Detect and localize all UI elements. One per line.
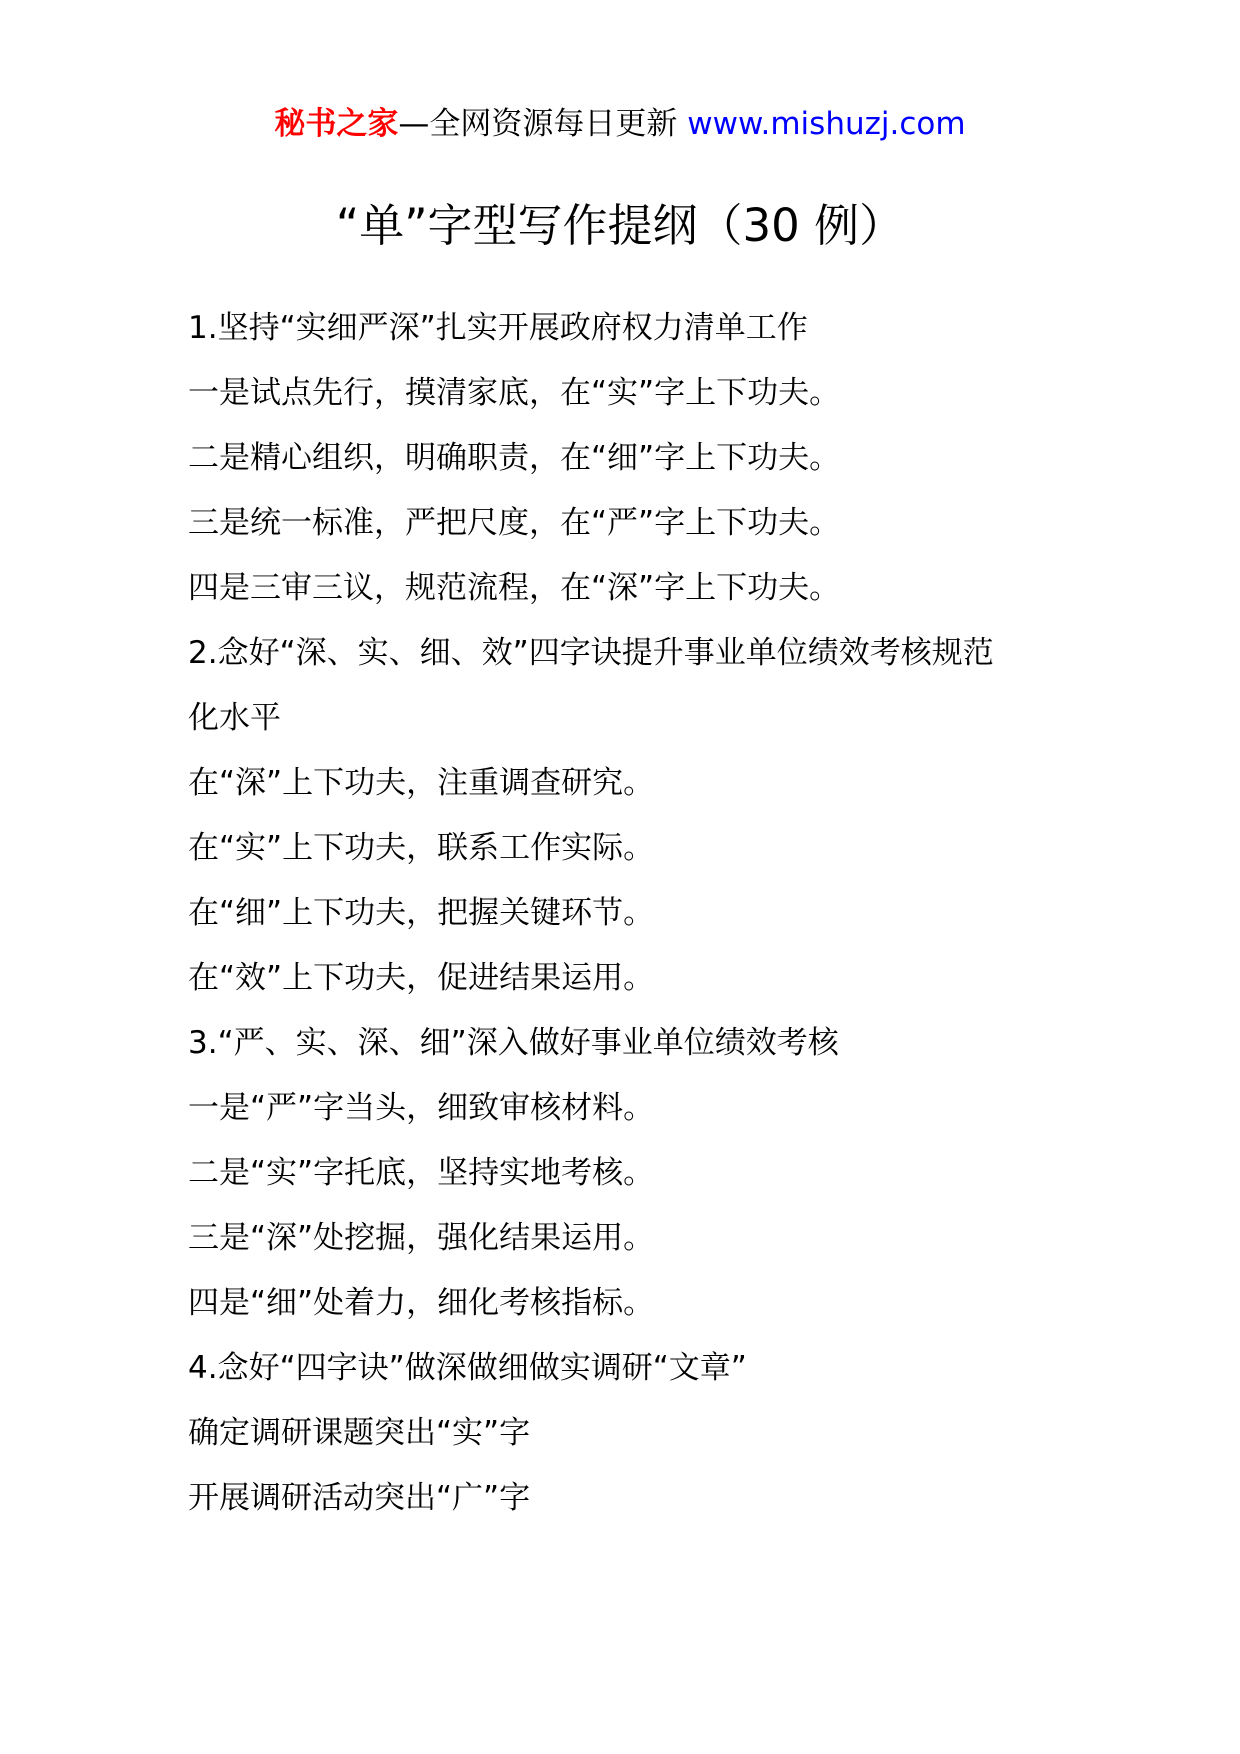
- outline-heading: 4.念好“四字诀”做深做细做实调研“文章”: [188, 1350, 747, 1386]
- outline-item: 一是试点先行，摸清家底，在“实”字上下功夫。: [188, 375, 841, 411]
- outline-item: 二是精心组织，明确职责，在“细”字上下功夫。: [188, 440, 841, 476]
- outline-item: 在“细”上下功夫，把握关键环节。: [188, 895, 655, 931]
- outline-item: 四是三审三议，规范流程，在“深”字上下功夫。: [188, 570, 841, 606]
- outline-item: 在“效”上下功夫，促进结果运用。: [188, 960, 655, 996]
- outline-item: 二是“实”字托底，坚持实地考核。: [188, 1155, 655, 1191]
- outline-item: 三是统一标准，严把尺度，在“严”字上下功夫。: [188, 505, 841, 541]
- outline-heading-continued: 化水平: [188, 700, 281, 736]
- outline-item: 开展调研活动突出“广”字: [188, 1480, 531, 1516]
- site-header: [0, 98, 1240, 150]
- outline-item: 一是“严”字当头，细致审核材料。: [188, 1090, 655, 1126]
- outline-item: 确定调研课题突出“实”字: [188, 1415, 531, 1451]
- outline-item: 四是“细”处着力，细化考核指标。: [188, 1285, 655, 1321]
- brand-name: 秘书之家: [274, 106, 399, 142]
- outline-list: [188, 296, 1068, 1531]
- outline-item: 在“深”上下功夫，注重调查研究。: [188, 765, 655, 801]
- outline-heading: 2.念好“深、实、细、效”四字诀提升事业单位绩效考核规范: [188, 635, 994, 671]
- header-slogan: —全网资源每日更新: [398, 106, 688, 142]
- outline-item: 三是“深”处挖掘，强化结果运用。: [188, 1220, 655, 1256]
- document-title: “单”字型写作提纲（30 例）: [335, 199, 905, 252]
- site-url-link[interactable]: www.mishuzj.com: [687, 106, 966, 142]
- outline-heading: 3.“严、实、深、细”深入做好事业单位绩效考核: [188, 1025, 839, 1061]
- outline-heading: 1.坚持“实细严深”扎实开展政府权力清单工作: [188, 310, 808, 346]
- outline-item: 在“实”上下功夫，联系工作实际。: [188, 830, 655, 866]
